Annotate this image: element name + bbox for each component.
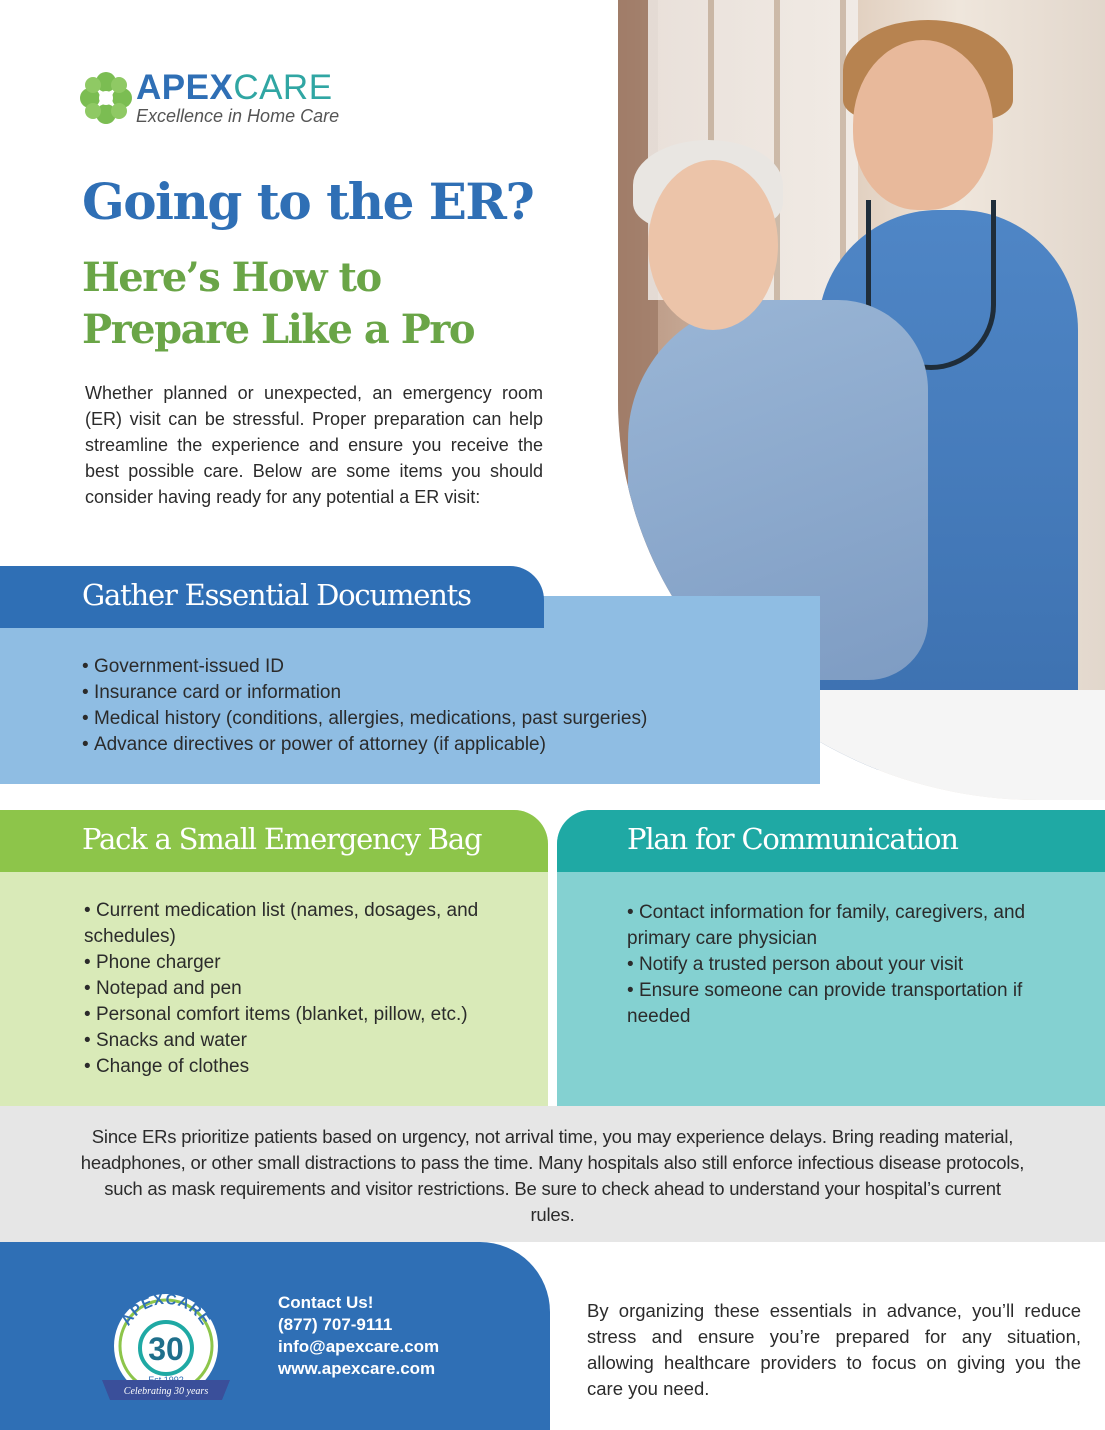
contact-website[interactable]: www.apexcare.com <box>278 1359 436 1378</box>
bag-section <box>0 810 548 1106</box>
bag-header <box>0 810 548 872</box>
list-item: • Contact information for family, caregivers, and primary care physician <box>627 900 1047 952</box>
brand-logo <box>80 70 339 126</box>
list-item: • Ensure someone can provide transportation if needed <box>627 978 1047 1030</box>
documents-header <box>0 566 544 628</box>
brand-name-care: CARE <box>233 68 333 107</box>
list-item: • Advance directives or power of attorney (if applicable) <box>82 732 647 758</box>
contact-heading: Contact Us! <box>278 1293 374 1312</box>
bag-list <box>84 898 524 1080</box>
closing-paragraph: By organizing these essentials in advance, you’ll reduce stress and ensure you’re prepared for any situation, allowing healthcare providers to focus on giving you the care you need. <box>587 1300 1081 1399</box>
communication-list <box>627 900 1047 1030</box>
documents-title: Gather Essential Documents <box>82 578 471 612</box>
list-item: • Government-issued ID <box>82 654 647 680</box>
list-item: • Insurance card or information <box>82 680 647 706</box>
footer-contact-panel <box>0 1242 550 1430</box>
anniversary-badge <box>96 1282 236 1412</box>
clover-logo-icon <box>80 72 132 124</box>
list-item: • Current medication list (names, dosages, and schedules) <box>84 898 524 950</box>
delay-note-text: Since ERs prioritize patients based on urgency, not arrival time, you may experience delays. Bring reading material, headphones, or other small distractions to pass the time. Many hospitals also still enforce infectious disease protocols, such as mask requirements and visitor restrictions. Be sure to check ahead to understand your hospital’s current rules. <box>80 1126 1025 1225</box>
list-item: • Personal comfort items (blanket, pillow, etc.) <box>84 1002 524 1028</box>
communication-section <box>557 810 1105 1106</box>
badge-number: 30 <box>148 1331 184 1367</box>
list-item: • Notepad and pen <box>84 976 524 1002</box>
page-title: Going to the ER? <box>82 172 534 231</box>
brand-tagline: Excellence in Home Care <box>136 106 340 126</box>
list-item: • Change of clothes <box>84 1054 524 1080</box>
list-item: • Snacks and water <box>84 1028 524 1054</box>
documents-list <box>82 654 647 758</box>
communication-header <box>557 810 1105 872</box>
contact-info <box>278 1292 439 1380</box>
badge-ribbon: Celebrating 30 years <box>123 1386 209 1397</box>
communication-title: Plan for Communication <box>627 822 958 856</box>
brand-name <box>136 70 339 106</box>
delay-note <box>0 1106 1105 1242</box>
bag-title: Pack a Small Emergency Bag <box>82 822 482 856</box>
brand-name-apex: APEX <box>136 68 234 107</box>
badge-arc-text: APEXCARE <box>117 1290 215 1329</box>
contact-email[interactable]: info@apexcare.com <box>278 1337 440 1356</box>
contact-phone[interactable]: (877) 707-9111 <box>278 1315 393 1334</box>
intro-paragraph: Whether planned or unexpected, an emergency room (ER) visit can be stressful. Proper preparation can help streamline the experience and ensure you receive the best possible care. Below are some items you should consider having ready for any potential a ER visit: <box>85 383 543 507</box>
list-item: • Phone charger <box>84 950 524 976</box>
page-subtitle: Here’s How to Prepare Like a Pro <box>82 254 475 353</box>
list-item: • Medical history (conditions, allergies, medications, past surgeries) <box>82 706 647 732</box>
list-item: • Notify a trusted person about your visit <box>627 952 1047 978</box>
